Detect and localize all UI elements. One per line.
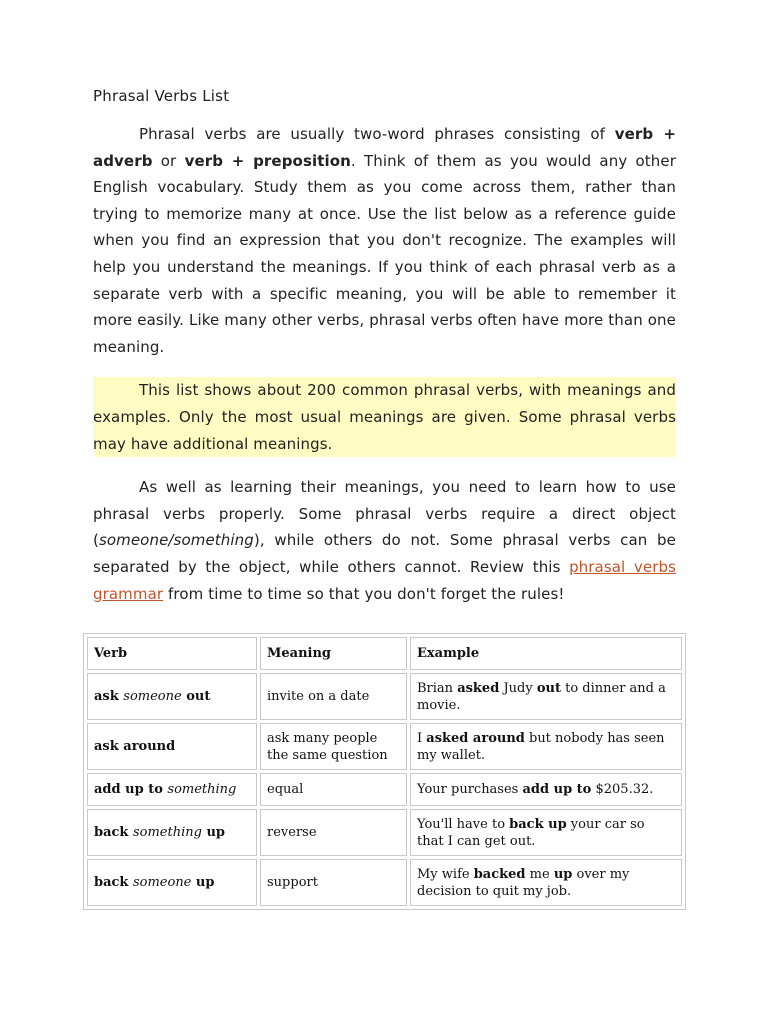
table-row [87, 809, 682, 856]
phrasal-verbs-table [83, 633, 686, 910]
example-cell [410, 723, 682, 770]
usage-italic: someone/something [98, 531, 254, 550]
example-cell-segment: your car so that I can get out. [417, 816, 645, 849]
meaning-cell: reverse [260, 809, 407, 856]
usage-paragraph [93, 474, 676, 607]
verb-cell-segment: something [132, 825, 202, 840]
table-row [87, 773, 682, 806]
verb-cell-segment: someone [132, 875, 192, 890]
meaning-cell: support [260, 859, 407, 906]
example-cell-segment: to dinner and a movie. [417, 680, 666, 713]
example-cell-segment: I [417, 730, 427, 746]
intro-text-2: or [152, 151, 185, 170]
example-cell-segment: $205.32. [591, 782, 654, 797]
verb-cell-segment: someone [123, 689, 182, 704]
grammar-link[interactable]: phrasal verbs grammar [93, 557, 677, 603]
example-cell-segment: My wife [417, 866, 474, 882]
verb-cell-segment: up [201, 825, 226, 840]
example-cell-segment: asked [457, 680, 500, 696]
intro-bold-2: verb + preposition [184, 151, 351, 170]
verb-cell [87, 859, 257, 906]
verb-cell-segment: add up to [94, 782, 168, 797]
example-cell [410, 859, 682, 906]
meaning-cell: invite on a date [260, 673, 407, 720]
example-cell-segment: back up [509, 816, 567, 832]
document-page [93, 85, 676, 629]
example-cell [410, 773, 682, 806]
example-cell-segment: out [536, 680, 561, 696]
example-cell-segment: Your purchases [417, 782, 523, 797]
example-cell-segment: over my decision to quit my job. [417, 866, 630, 899]
example-cell-segment: me [525, 866, 554, 882]
example-cell [410, 809, 682, 856]
verb-cell [87, 809, 257, 856]
table-header-row [87, 637, 682, 670]
verb-cell-segment: ask [94, 689, 124, 704]
table-row [87, 673, 682, 720]
verb-cell [87, 673, 257, 720]
usage-text-2: ), while others do not. Some phrasal verbs can be separated by the object, while others cannot. Review this [93, 531, 676, 576]
intro-text-3: . Think of them as you would any other English vocabulary. Study them as you come across them, rather than trying to memorize many at once. Use the list below as a reference guide when you find an expression that you don't recognize. The examples will help you understand the meanings. If you think of each phrasal verb as a separate verb with a specific meaning, you will be able to remember it more easily. Like many other verbs, phrasal verbs often have more than one meaning. [93, 151, 676, 356]
verb-cell [87, 773, 257, 806]
example-cell-segment: backed [473, 866, 526, 882]
example-cell-segment: up [553, 866, 573, 882]
verb-cell-segment: ask around [94, 739, 176, 754]
meaning-cell: equal [260, 773, 407, 806]
header-meaning: Meaning [260, 637, 407, 670]
header-verb: Verb [87, 637, 257, 670]
header-example: Example [410, 637, 682, 670]
verb-cell-segment: up [191, 875, 215, 890]
usage-text-3: from time to time so that you don't forget the rules! [163, 584, 565, 603]
verb-cell-segment: out [181, 689, 211, 704]
table-row [87, 859, 682, 906]
table-row [87, 723, 682, 770]
example-cell-segment: You'll have to [417, 816, 510, 832]
example-cell-segment: add up to [522, 782, 592, 797]
intro-text-1: Phrasal verbs are usually two-word phrases consisting of [139, 125, 615, 143]
example-cell [410, 673, 682, 720]
example-cell-segment: asked around [426, 730, 525, 746]
meaning-cell: ask many people the same question [260, 723, 407, 770]
example-cell-segment: but nobody has seen my wallet. [417, 730, 665, 763]
verb-cell-segment: back [94, 875, 133, 890]
verb-cell-segment: back [94, 825, 133, 840]
intro-bold-1: verb + adverb [93, 125, 676, 170]
page-title: Phrasal Verbs List [93, 87, 230, 105]
verb-cell [87, 723, 257, 770]
verb-cell-segment: something [167, 782, 237, 797]
highlighted-paragraph: This list shows about 200 common phrasal verbs, with meanings and examples. Only the most usual meanings are given. Some phrasal verbs may have additional meanings. [93, 377, 676, 457]
example-cell-segment: Brian [417, 680, 458, 696]
example-cell-segment: Judy [499, 680, 537, 696]
table-body [87, 673, 682, 906]
usage-text-1: As well as learning their meanings, you need to learn how to use phrasal verbs properly. Some phrasal verbs require a direct object ( [93, 478, 676, 550]
intro-paragraph [93, 121, 676, 360]
